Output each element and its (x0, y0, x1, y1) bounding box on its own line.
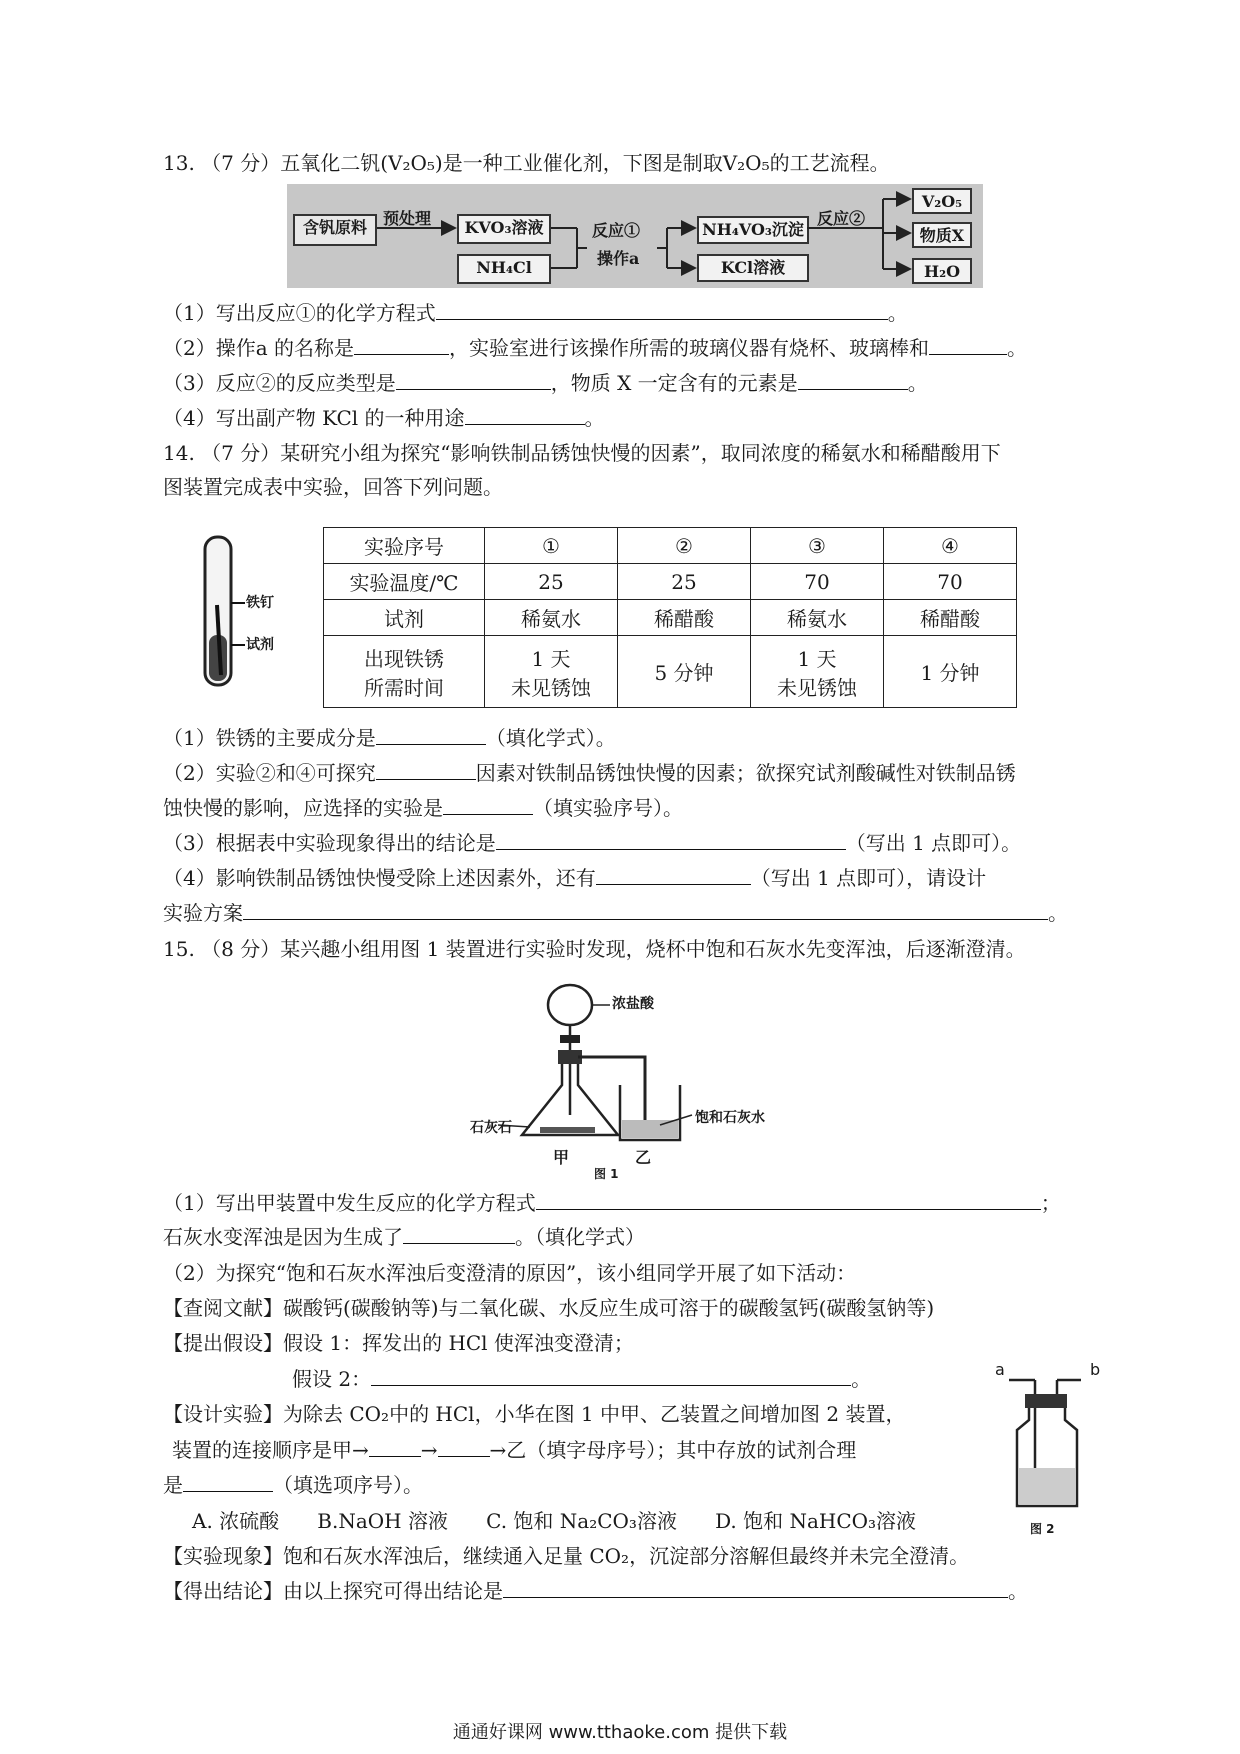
q14-title-line1: 14. （7 分）某研究小组为探究“影响铁制品锈蚀快慢的因素”，取同浓度的稀氨水和稀醋酸用下 (163, 441, 1001, 465)
tube-nail-label: 铁钉 (246, 595, 274, 611)
q13-title: 13. （7 分）五氧化二钒(V₂O₅)是一种工业催化剂，下图是制取V₂O₅的工艺流程。 (163, 151, 890, 175)
q15-design-text-a: 装置的连接顺序是甲→ (172, 1438, 369, 1462)
cell-no-4: ④ (884, 528, 1017, 564)
q13-p3-text-a: （3）反应②的反应类型是 (163, 371, 396, 395)
q15-conclusion-text: 【得出结论】由以上探究可得出结论是 (163, 1579, 503, 1603)
q14-p1-text-b: （填化学式）。 (485, 726, 616, 750)
q13-p4-blank[interactable] (465, 406, 585, 425)
q14-p4-text-a: （4）影响铁制品锈蚀快慢受除上述因素外，还有 (163, 866, 596, 890)
flow-reaction1-label: 反应① (592, 221, 641, 240)
test-tube-figure (195, 535, 285, 695)
fig1-jia-label: 甲 (553, 1148, 570, 1167)
fig1-lime-water-label: 饱和石灰水 (695, 1110, 765, 1126)
flow-arrows (287, 184, 983, 288)
q15-reagent-blank[interactable] (183, 1473, 273, 1492)
q13-p4-end: 。 (584, 406, 605, 430)
flow-h2o: H₂O (912, 258, 972, 284)
fig2-port-b: b (1090, 1360, 1101, 1379)
q15-conclusion-blank[interactable] (503, 1579, 1008, 1598)
process-flow-diagram (287, 184, 983, 288)
q13-p3-blank-1[interactable] (396, 371, 551, 390)
q15-p1-text-b: 石灰水变浑浊是因为生成了 (163, 1225, 403, 1249)
fig1-limestone-label: 石灰石 (470, 1120, 512, 1136)
q15-hypothesis-1: 【提出假设】假设 1：挥发出的 HCl 使浑浊变澄清； (163, 1331, 634, 1355)
figure-2-gas-bottle (995, 1368, 1105, 1518)
footer-source: 通通好课网 www.tthaoke.com 提供下载 (452, 1722, 788, 1743)
cell-no-1: ① (485, 528, 618, 564)
q15-hypothesis-2-label: 假设 2： (292, 1367, 372, 1391)
cell-temp-2: 25 (618, 564, 751, 600)
flow-operation-a-label: 操作a (597, 249, 640, 268)
q14-p3-text-a: （3）根据表中实验现象得出的结论是 (163, 831, 496, 855)
q15-p1-blank-2[interactable] (403, 1225, 515, 1244)
q15-hypothesis-2-blank[interactable] (371, 1367, 851, 1386)
flow-kcl: KCl溶液 (697, 254, 809, 282)
q15-p1-end: ； (1040, 1191, 1061, 1215)
flow-pretreat-label: 预处理 (383, 209, 432, 228)
cell-time-3-a: 1 天 (797, 646, 837, 671)
th-time (324, 636, 485, 708)
q14-p4-text-c: 实验方案 (163, 901, 243, 925)
q13-p1-text: （1）写出反应①的化学方程式 (163, 301, 436, 325)
q13-p2-text-a: （2）操作a 的名称是 (163, 336, 355, 360)
q14-p3-text-b: （写出 1 点即可）。 (845, 831, 1022, 855)
th-no: 实验序号 (324, 528, 485, 564)
q14-p1-text-a: （1）铁锈的主要成分是 (163, 726, 376, 750)
tube-reagent-label: 试剂 (246, 637, 274, 653)
cell-no-3: ③ (751, 528, 884, 564)
q15-design-line1: 【设计实验】为除去 CO₂中的 HCl，小华在图 1 中甲、乙装置之间增加图 2 装置， (163, 1402, 906, 1426)
th-temp: 实验温度/℃ (324, 564, 485, 600)
q14-p3-blank[interactable] (496, 831, 846, 850)
q15-design-text-e: （填选项序号）。 (273, 1473, 423, 1497)
cell-time-1 (485, 636, 618, 708)
q13-p2-text-b: ，实验室进行该操作所需的玻璃仪器有烧杯、玻璃棒和 (449, 336, 930, 360)
flow-reaction2-label: 反应② (817, 209, 866, 228)
q15-design-text-c: →乙（填字母序号）；其中存放的试剂合理 (489, 1438, 857, 1462)
q14-title-line2: 图装置完成表中实验，回答下列问题。 (163, 475, 503, 499)
cell-temp-4: 70 (884, 564, 1017, 600)
cell-time-1-a: 1 天 (531, 646, 571, 671)
q14-p2-blank-1[interactable] (376, 761, 476, 780)
cell-reagent-4: 稀醋酸 (884, 600, 1017, 636)
q13-p4-text: （4）写出副产物 KCl 的一种用途 (163, 406, 465, 430)
q14-p2-text-c: 蚀快慢的影响，应选择的实验是 (163, 796, 443, 820)
cell-time-3 (751, 636, 884, 708)
th-time-line2: 所需时间 (364, 675, 444, 700)
experiment-table (323, 527, 1017, 708)
cell-time-1-b: 未见锈蚀 (511, 675, 591, 700)
cell-time-4: 1 分钟 (884, 636, 1017, 708)
cell-time-3-b: 未见锈蚀 (777, 675, 857, 700)
cell-reagent-2: 稀醋酸 (618, 600, 751, 636)
q15-order-blank-1[interactable] (369, 1438, 421, 1457)
q15-p1-blank-1[interactable] (536, 1191, 1041, 1210)
q14-p2-text-b: 因素对铁制品锈蚀快慢的因素；欲探究试剂酸碱性对铁制品锈 (475, 761, 1016, 785)
cell-time-2: 5 分钟 (618, 636, 751, 708)
q15-p2: （2）为探究“饱和石灰水浑浊后变澄清的原因”，该小组同学开展了如下活动： (163, 1261, 857, 1285)
q13-p1-end: 。 (887, 301, 908, 325)
fig1-acid-label: 浓盐酸 (612, 996, 654, 1012)
flow-nh4vo3: NH₄VO₃沉淀 (697, 216, 809, 244)
th-time-line1: 出现铁锈 (364, 646, 444, 671)
q13-p3-text-b: ，物质 X 一定含有的元素是 (550, 371, 798, 395)
fig2-port-a: a (995, 1360, 1005, 1379)
q15-design-text-d: 是 (163, 1473, 183, 1497)
q13-p2-blank-2[interactable] (929, 336, 1007, 355)
flow-v2o5: V₂O₅ (912, 188, 972, 214)
q15-title: 15. （8 分）某兴趣小组用图 1 装置进行实验时发现，烧杯中饱和石灰水先变浑浊，后逐渐澄清。 (163, 937, 1026, 961)
q15-p1-text-a: （1）写出甲装置中发生反应的化学方程式 (163, 1191, 536, 1215)
fig1-caption: 图 1 (594, 1167, 619, 1181)
q15-order-blank-2[interactable] (438, 1438, 490, 1457)
q14-p2-text-d: （填实验序号）。 (533, 796, 683, 820)
q14-p1-blank[interactable] (376, 726, 486, 745)
fig1-yi-label: 乙 (635, 1148, 652, 1167)
cell-reagent-3: 稀氨水 (751, 600, 884, 636)
cell-no-2: ② (618, 528, 751, 564)
q13-p2-blank-1[interactable] (354, 336, 449, 355)
q15-phenomenon: 【实验现象】饱和石灰水浑浊后，继续通入足量 CO₂，沉淀部分溶解但最终并未完全澄清。 (163, 1544, 970, 1568)
q14-p2-text-a: （2）实验②和④可探究 (163, 761, 376, 785)
cell-temp-3: 70 (751, 564, 884, 600)
q14-p4-text-b: （写出 1 点即可），请设计 (750, 866, 987, 890)
q13-p1-blank[interactable] (436, 301, 888, 320)
flow-substance-x: 物质X (912, 222, 972, 248)
fig2-caption: 图 2 (1030, 1522, 1055, 1536)
cell-reagent-1: 稀氨水 (485, 600, 618, 636)
q15-p1-text-c: 。（填化学式） (515, 1225, 645, 1249)
q14-p4-blank-2[interactable] (243, 901, 1048, 920)
q13-p3-blank-2[interactable] (798, 371, 908, 390)
q14-p2-blank-2[interactable] (443, 796, 533, 815)
cell-temp-1: 25 (485, 564, 618, 600)
flow-raw-material: 含钒原料 (293, 214, 377, 246)
q14-p4-end: 。 (1048, 901, 1068, 925)
q15-conclusion-end: 。 (1008, 1579, 1028, 1603)
q13-p2-end: 。 (1007, 336, 1028, 360)
flow-nh4cl: NH₄Cl (457, 254, 551, 284)
q15-literature: 【查阅文献】碳酸钙(碳酸钠等)与二氧化碳、水反应生成可溶于的碳酸氢钙(碳酸氢钠等) (163, 1296, 935, 1320)
q14-p4-blank-1[interactable] (596, 866, 751, 885)
q15-design-arrow: → (420, 1438, 438, 1462)
flow-kvo3: KVO₃溶液 (457, 214, 551, 244)
q13-p3-end: 。 (907, 371, 928, 395)
th-reagent: 试剂 (324, 600, 485, 636)
q15-hypothesis-2-end: 。 (851, 1367, 872, 1391)
q15-options: A. 浓硫酸 B.NaOH 溶液 C. 饱和 Na₂CO₃溶液 D. 饱和 NaHCO₃溶液 (192, 1509, 917, 1533)
